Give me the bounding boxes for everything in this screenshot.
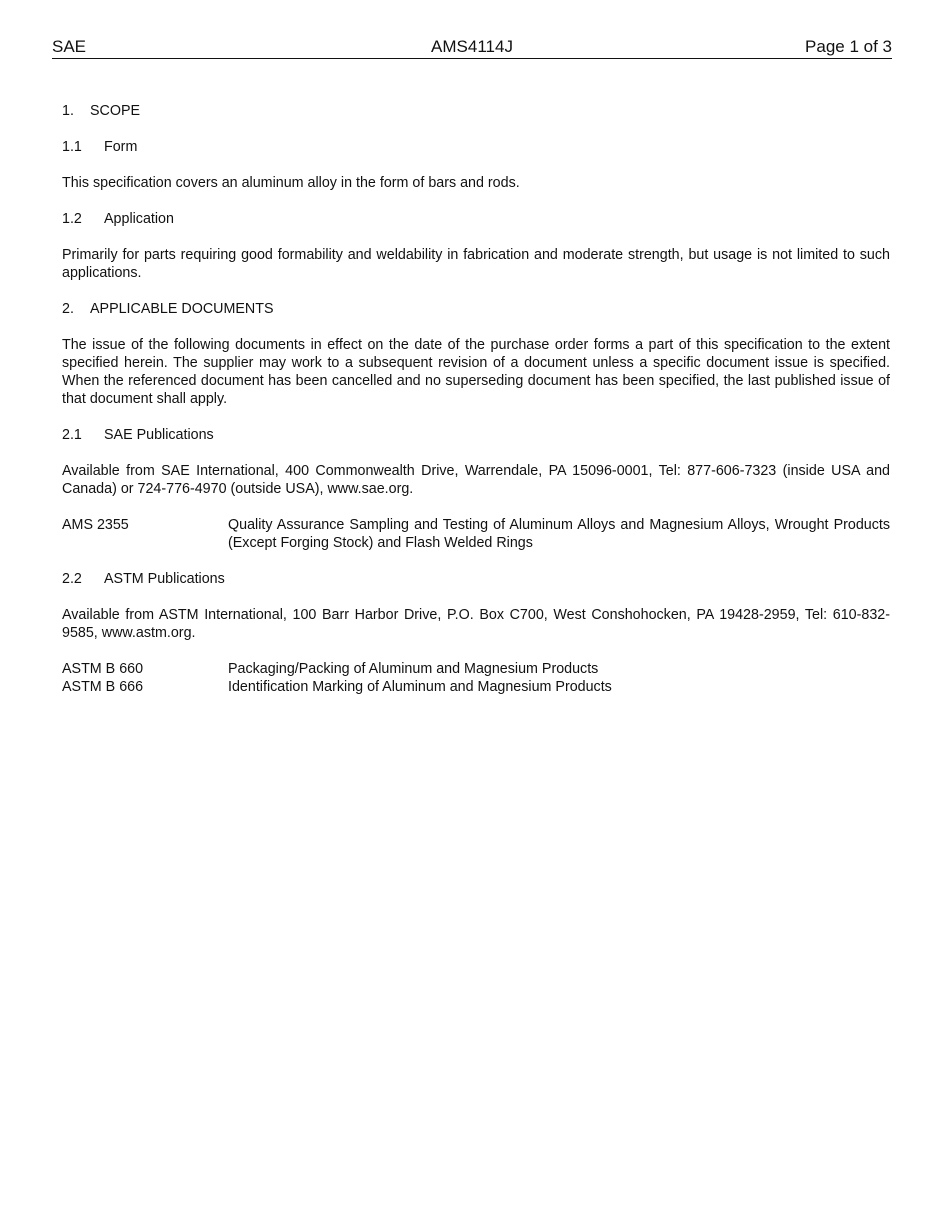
reference-code: ASTM B 660	[62, 661, 144, 677]
astm-reference-list	[62, 660, 890, 696]
reference-row	[62, 516, 890, 552]
header-doc-id: AMS4114J	[431, 37, 513, 56]
sae-reference-list	[62, 516, 890, 552]
reference-title: Identification Marking of Aluminum and Magnesium Products	[228, 679, 612, 695]
section-title: Form	[104, 139, 138, 155]
section-number: 1.	[62, 103, 74, 119]
section-title: SAE Publications	[104, 427, 214, 443]
header-page-info: Page 1 of 3	[805, 37, 892, 56]
reference-row	[62, 678, 890, 696]
page-header	[52, 36, 892, 59]
section-title: Application	[104, 211, 174, 227]
section-heading-applicable-documents	[62, 300, 890, 318]
section-number: 2.2	[62, 571, 82, 587]
reference-title: Quality Assurance Sampling and Testing of Aluminum Alloys and Magnesium Alloys, Wrought Products (Except Forging Stock) and Flash Welded Rings	[228, 517, 890, 551]
reference-title: Packaging/Packing of Aluminum and Magnesium Products	[228, 661, 599, 677]
section-number: 1.1	[62, 139, 82, 155]
section-number: 2.1	[62, 427, 82, 443]
paragraph-astm-availability: Available from ASTM International, 100 Barr Harbor Drive, P.O. Box C700, West Conshohocken, PA 19428-2959, Tel: 610-832-9585, www.astm.org.	[62, 607, 890, 641]
section-number: 2.	[62, 301, 74, 317]
reference-row	[62, 660, 890, 678]
document-body	[62, 102, 890, 714]
reference-code: AMS 2355	[62, 517, 129, 533]
section-heading-scope	[62, 102, 890, 120]
section-heading-application	[62, 210, 890, 228]
paragraph-form: This specification covers an aluminum alloy in the form of bars and rods.	[62, 175, 520, 191]
section-number: 1.2	[62, 211, 82, 227]
section-heading-sae-publications	[62, 426, 890, 444]
section-title: ASTM Publications	[104, 571, 225, 587]
section-heading-astm-publications	[62, 570, 890, 588]
paragraph-applicable-documents: The issue of the following documents in effect on the date of the purchase order forms a part of this specification to the extent specified herein. The supplier may work to a subsequent revision of a document unless a specific document issue is specified. When the referenced document has been cancelled and no superseding document has been specified, the last published issue of that document shall apply.	[62, 337, 890, 407]
reference-code: ASTM B 666	[62, 679, 144, 695]
paragraph-sae-availability: Available from SAE International, 400 Commonwealth Drive, Warrendale, PA 15096-0001, Tel: 877-606-7323 (inside USA and Canada) or 724-776-4970 (outside USA), www.sae.org.	[62, 463, 890, 497]
header-org: SAE	[52, 37, 87, 56]
paragraph-application: Primarily for parts requiring good formability and weldability in fabrication and moderate strength, but usage is not limited to such applications.	[62, 247, 890, 281]
section-title: SCOPE	[90, 103, 141, 119]
section-heading-form	[62, 138, 890, 156]
section-title: APPLICABLE DOCUMENTS	[90, 301, 274, 317]
